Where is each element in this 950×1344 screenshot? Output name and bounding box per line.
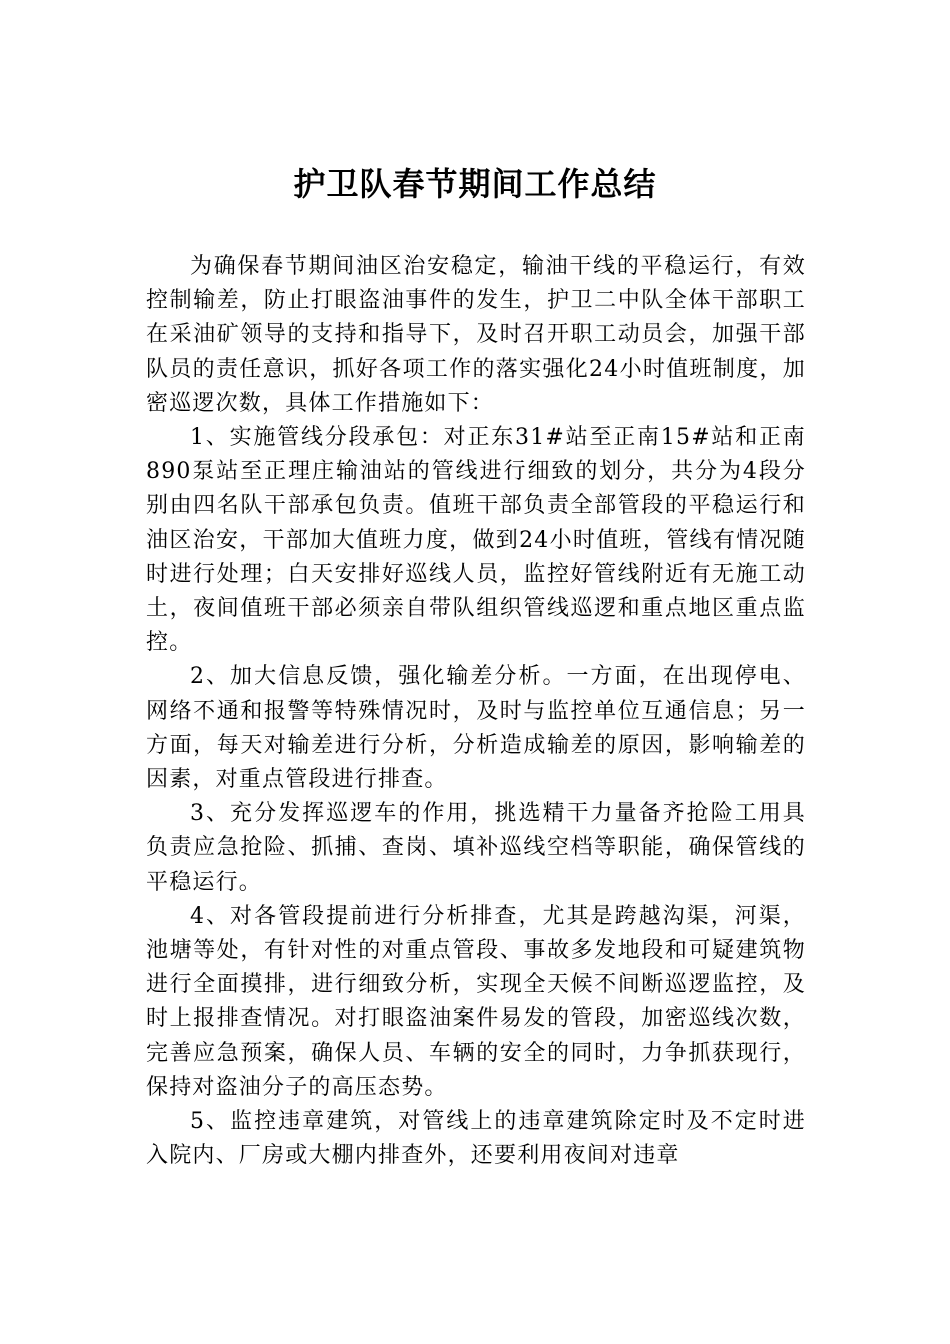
paragraph-measure-1: 1、实施管线分段承包：对正东31#站至正南15#站和正南890泵站至正理庄输油站的管线进行细致的划分，共分为4段分别由四名队干部承包负责。值班干部负责全部管段的平稳运行和油区治安，干部加大值班力度，做到24小时值班，管线有情况随时进行处理；白天安排好巡线人员，监控好管线附近有无施工动土，夜间值班干部必须亲自带队组织管线巡逻和重点地区重点监控。 [146, 425, 806, 656]
paragraph-measure-2: 2、加大信息反馈，强化输差分析。一方面，在出现停电、网络不通和报警等特殊情况时，及时与监控单位互通信息；另一方面，每天对输差进行分析，分析造成输差的原因，影响输差的因素，对重点管段进行排查。 [146, 664, 806, 793]
paragraph-measure-5: 5、监控违章建筑，对管线上的违章建筑除定时及不定时进入院内、厂房或大棚内排查外，还要利用夜间对违章 [146, 1109, 806, 1169]
document-title: 护卫队春节期间工作总结 [293, 165, 657, 203]
document-body [146, 250, 806, 1173]
paragraph-measure-4: 4、对各管段提前进行分析排查，尤其是跨越沟渠，河渠，池塘等处，有针对性的对重点管段、事故多发地段和可疑建筑物进行全面摸排，进行细致分析，实现全天候不间断巡逻监控，及时上报排查情况。对打眼盗油案件易发的管段，加密巡线次数，完善应急预案，确保人员、车辆的安全的同时，力争抓获现行，保持对盗油分子的高压态势。 [146, 903, 806, 1100]
paragraph-intro: 为确保春节期间油区治安稳定，输油干线的平稳运行，有效控制输差，防止打眼盗油事件的发生，护卫二中队全体干部职工在采油矿领导的支持和指导下，及时召开职工动员会，加强干部队员的责任意识，抓好各项工作的落实强化24小时值班制度，加密巡逻次数，具体工作措施如下： [146, 254, 806, 416]
paragraph-measure-3: 3、充分发挥巡逻车的作用，挑选精干力量备齐抢险工用具负责应急抢险、抓捕、查岗、填补巡线空档等职能，确保管线的平稳运行。 [146, 801, 806, 895]
